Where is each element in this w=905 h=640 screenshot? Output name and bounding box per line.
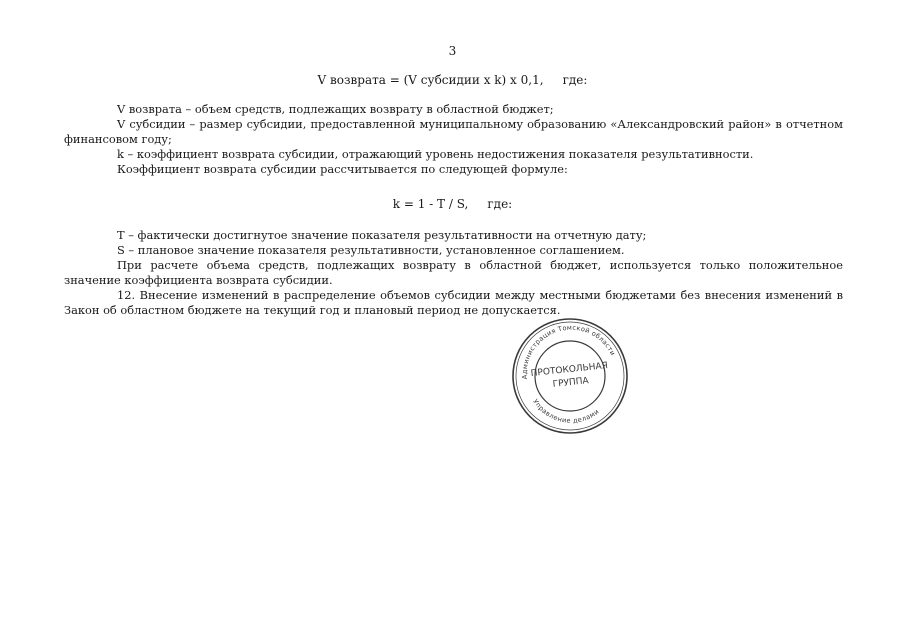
paragraph-t-actual: T – фактически достигнутое значение показателя результативности на отчетную дату; <box>117 228 647 242</box>
paragraph-s-planned: S – плановое значение показателя результативности, установленное соглашением. <box>117 243 625 257</box>
text-block-definitions <box>64 102 843 177</box>
formula-return-amount: V возврата = (V субсидии x k) x 0,1, где: <box>317 73 588 87</box>
text-block-variables <box>64 228 843 318</box>
stamp-center-line-2: ГРУППА <box>552 376 590 390</box>
stamp-seal-graphic <box>511 317 629 435</box>
stamp-outer-text-bottom: Управление делами <box>531 397 601 425</box>
paragraph-k-coefficient: k – коэффициент возврата субсидии, отражающий уровень недостижения показателя результативности. <box>117 147 754 161</box>
stamp-center-line-1: ПРОТОКОЛЬНАЯ <box>530 361 609 380</box>
paragraph-item-12: 12. Внесение изменений в распределение объемов субсидии между местными бюджетами без внесения изменений в Закон об областном бюджете на текущий год и плановый период не допускается. <box>64 288 843 317</box>
page-number: 3 <box>448 44 457 58</box>
paragraph-positive-value: При расчете объема средств, подлежащих возврату в областной бюджет, используется только положительное значение коэффициента возврата субсидии. <box>64 258 843 287</box>
paragraph-v-return: V возврата – объем средств, подлежащих возврату в областной бюджет; <box>117 102 554 116</box>
formula-coefficient: k = 1 - T / S, где: <box>392 197 513 211</box>
official-stamp <box>511 317 629 435</box>
stamp-outer-text-top: Администрация Томской области <box>520 323 617 380</box>
paragraph-formula-intro: Коэффициент возврата субсидии рассчитывается по следующей формуле: <box>117 162 568 176</box>
paragraph-v-subsidy: V субсидии – размер субсидии, предоставленной муниципальному образованию «Александровский район» в отчетном финансовом году; <box>64 117 843 146</box>
